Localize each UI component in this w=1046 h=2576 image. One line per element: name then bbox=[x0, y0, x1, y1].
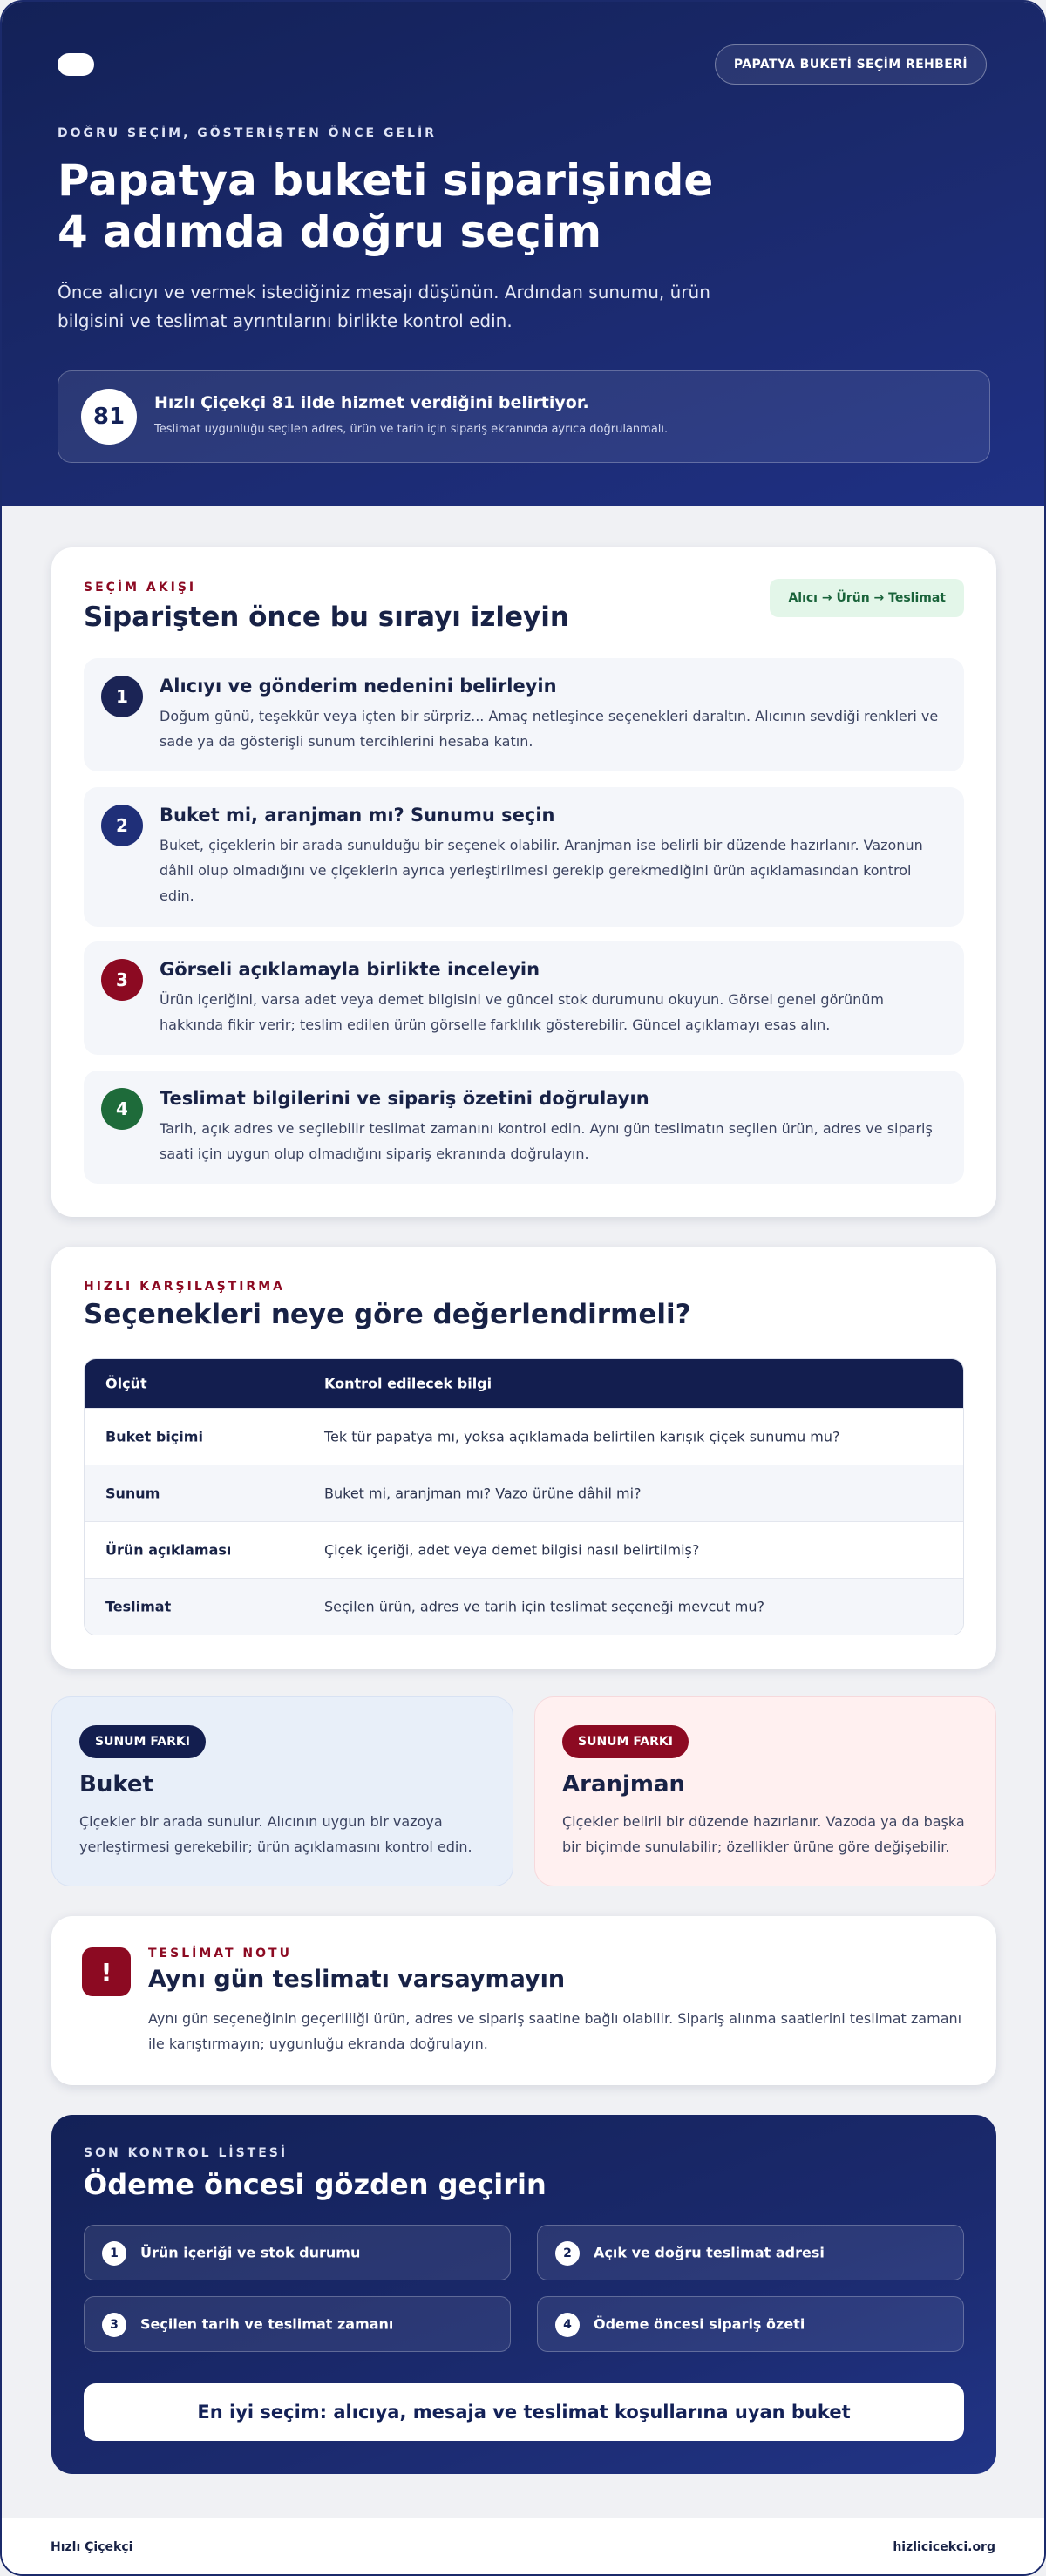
checklist-item bbox=[84, 2225, 511, 2280]
step-1 bbox=[84, 658, 964, 771]
step-desc-3: Ürün içeriğini, varsa adet veya demet bilgisini ve güncel stok durumunu okuyun. Görsel genel görünüm hakkında fikir verir; teslim edilen ürün görselle farklılık gösterebilir. Güncel açıklamayı esas alın. bbox=[160, 991, 884, 1033]
row-info: Seçilen ürün, adres ve tarih için teslimat seçeneği mevcut mu? bbox=[324, 1598, 765, 1615]
table-row bbox=[85, 1578, 963, 1635]
presentation-pill: SUNUM FARKI bbox=[562, 1725, 689, 1758]
row-criterion: Teslimat bbox=[105, 1598, 172, 1615]
page-title bbox=[58, 155, 720, 258]
step-4 bbox=[84, 1071, 964, 1184]
row-criterion: Ürün açıklaması bbox=[105, 1541, 232, 1559]
checklist-kicker: SON KONTROL LİSTESİ bbox=[84, 2146, 289, 2160]
checklist-item bbox=[537, 2296, 964, 2352]
step-number-2: 2 bbox=[101, 805, 143, 846]
bouquet-card bbox=[51, 1696, 513, 1886]
step-desc-1: Doğum günü, teşekkür veya içten bir sürpriz... Amaç netleşince seçenekleri daraltın. Alıcının sevdiği renkleri ve sade ya da gösterişli sunum tercihlerini hesaba katın. bbox=[160, 708, 939, 750]
warning-icon: ! bbox=[82, 1947, 131, 1996]
checklist-label: Ödeme öncesi sipariş özeti bbox=[594, 2315, 805, 2333]
table-row bbox=[85, 1408, 963, 1465]
compare-kicker: HIZLI KARŞILAŞTIRMA bbox=[84, 1280, 285, 1294]
checklist-number: 4 bbox=[555, 2313, 580, 2337]
step-number-4: 4 bbox=[101, 1088, 143, 1130]
row-criterion: Buket biçimi bbox=[105, 1428, 203, 1445]
final-checklist bbox=[51, 2115, 996, 2474]
checklist-title: Ödeme öncesi gözden geçirin bbox=[84, 2168, 547, 2201]
hero-section bbox=[2, 2, 1044, 506]
row-info: Tek tür papatya mı, yoksa açıklamada belirtilen karışık çiçek sunumu mu? bbox=[324, 1428, 840, 1445]
checklist-label: Açık ve doğru teslimat adresi bbox=[594, 2244, 825, 2261]
step-2 bbox=[84, 787, 964, 927]
flow-kicker: SEÇİM AKIŞI bbox=[84, 581, 197, 595]
stat-title: Hızlı Çiçekçi 81 ilde hizmet verdiğini belirtiyor. bbox=[154, 393, 589, 412]
checklist-number: 3 bbox=[102, 2313, 126, 2337]
checklist-label: Ürün içeriği ve stok durumu bbox=[140, 2244, 361, 2261]
checklist-item bbox=[537, 2225, 964, 2280]
delivery-note-card bbox=[51, 1916, 996, 2085]
hero-eyebrow: DOĞRU SEÇİM, GÖSTERİŞTEN ÖNCE GELİR bbox=[58, 126, 437, 140]
delivery-desc: Aynı gün seçeneğinin geçerliliği ürün, adres ve sipariş saatine bağlı olabilir. Sipariş alınma saatlerini teslimat zamanı ile karıştırmayın; uygunluğu ekranda doğrulayın. bbox=[148, 2010, 962, 2052]
step-title-1: Alıcıyı ve gönderim nedenini belirleyin bbox=[160, 676, 557, 697]
step-number-3: 3 bbox=[101, 959, 143, 1001]
presentation-pill: SUNUM FARKI bbox=[79, 1725, 206, 1758]
column-header-info: Kontrol edilecek bilgi bbox=[324, 1375, 492, 1392]
footer-url[interactable]: hizlicicekci.org bbox=[893, 2540, 995, 2554]
flow-tag: Alıcı → Ürün → Teslimat bbox=[770, 579, 964, 617]
selection-flow-card bbox=[51, 547, 996, 1217]
step-number-1: 1 bbox=[101, 676, 143, 717]
column-header-criterion: Ölçüt bbox=[105, 1375, 147, 1392]
stat-box bbox=[58, 370, 990, 463]
table-row bbox=[85, 1465, 963, 1521]
title-line-2: 4 adımda doğru seçim bbox=[58, 207, 602, 257]
checklist-item bbox=[84, 2296, 511, 2352]
row-info: Buket mi, aranjman mı? Vazo ürüne dâhil mi? bbox=[324, 1485, 642, 1502]
checklist-number: 1 bbox=[102, 2241, 126, 2266]
hero-intro: Önce alıcıyı ve vermek istediğiniz mesajı düşünün. Ardından sunumu, ürün bilgisini ve teslimat ayrıntılarını birlikte kontrol edin. bbox=[58, 282, 710, 331]
arrangement-desc: Çiçekler belirli bir düzende hazırlanır. Vazoda ya da başka bir biçimde sunulabilir; özellikler ürüne göre değişebilir. bbox=[562, 1813, 965, 1855]
step-desc-4: Tarih, açık adres ve seçilebilir teslimat zamanını kontrol edin. Aynı gün teslimatın seçilen ürün, adres ve sipariş saati için uygun olup olmadığını sipariş ekranında doğrulayın. bbox=[160, 1120, 933, 1162]
step-desc-2: Buket, çiçeklerin bir arada sunulduğu bir seçenek olabilir. Aranjman ise belirli bir düzende hazırlanır. Vazonun dâhil olup olmadığını ve çiçeklerin ayrıca yerleştirilmesi gerekip gerekmediğini ürün açıklamasından kontrol edin. bbox=[160, 837, 923, 904]
row-criterion: Sunum bbox=[105, 1485, 160, 1502]
stat-subtitle: Teslimat uygunluğu seçilen adres, ürün ve tarih için sipariş ekranında ayrıca doğrulanmalı. bbox=[154, 423, 669, 436]
bouquet-desc: Çiçekler bir arada sunulur. Alıcının uygun bir vazoya yerleştirmesi gerekebilir; ürün açıklamasını kontrol edin. bbox=[79, 1813, 472, 1855]
bouquet-title: Buket bbox=[79, 1771, 153, 1798]
step-3 bbox=[84, 941, 964, 1055]
delivery-kicker: TESLİMAT NOTU bbox=[148, 1947, 292, 1961]
flow-title: Siparişten önce bu sırayı izleyin bbox=[84, 602, 569, 633]
step-title-3: Görseli açıklamayla birlikte inceleyin bbox=[160, 959, 540, 980]
arrangement-card bbox=[534, 1696, 996, 1886]
guide-badge: PAPATYA BUKETİ SEÇİM REHBERİ bbox=[715, 44, 987, 85]
footer bbox=[2, 2518, 1044, 2576]
arrangement-title: Aranjman bbox=[562, 1771, 686, 1798]
table-header bbox=[85, 1359, 963, 1408]
logo[interactable] bbox=[58, 53, 94, 76]
checklist-label: Seçilen tarih ve teslimat zamanı bbox=[140, 2315, 394, 2333]
best-choice-banner: En iyi seçim: alıcıya, mesaja ve teslimat koşullarına uyan buket bbox=[84, 2383, 964, 2441]
title-line-1: Papatya buketi siparişinde bbox=[58, 155, 714, 206]
step-title-4: Teslimat bilgilerini ve sipariş özetini doğrulayın bbox=[160, 1088, 649, 1109]
comparison-card bbox=[51, 1247, 996, 1669]
compare-title: Seçenekleri neye göre değerlendirmeli? bbox=[84, 1299, 691, 1330]
step-title-2: Buket mi, aranjman mı? Sunumu seçin bbox=[160, 805, 555, 826]
row-info: Çiçek içeriği, adet veya demet bilgisi nasıl belirtilmiş? bbox=[324, 1541, 700, 1559]
delivery-title: Aynı gün teslimatı varsaymayın bbox=[148, 1966, 566, 1993]
checklist-number: 2 bbox=[555, 2241, 580, 2266]
footer-brand[interactable]: Hızlı Çiçekçi bbox=[51, 2540, 133, 2554]
stat-number: 81 bbox=[81, 389, 137, 445]
comparison-table bbox=[84, 1358, 964, 1635]
table-row bbox=[85, 1521, 963, 1578]
